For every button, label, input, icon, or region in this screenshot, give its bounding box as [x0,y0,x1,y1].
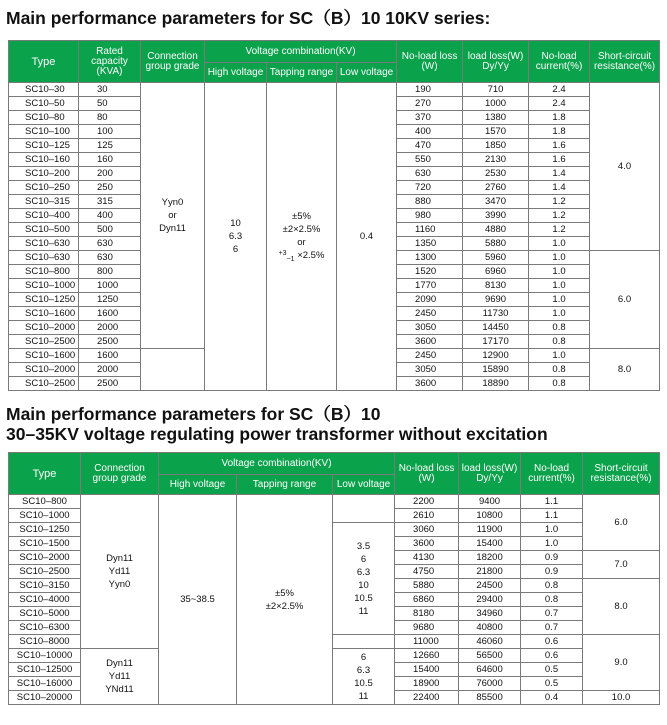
type-cell: SC10–1600 [9,349,79,363]
noload-current-cell: 1.0 [529,251,590,265]
high-voltage-cell [205,83,267,391]
connection-group-line: Dyn11 [106,553,133,564]
t2-col-short-circuit: Short-circuit resistance(%) [583,453,660,495]
load-loss-cell: 18890 [463,377,529,391]
type-cell: SC10–1000 [9,279,79,293]
t2-col-connection-group: Connection group grade [81,453,159,495]
table2-title-line2: 30–35KV voltage regulating power transformer without excitation [6,424,548,444]
load-loss-cell: 76000 [459,677,521,691]
type-cell: SC10–5000 [9,607,81,621]
type-cell: SC10–630 [9,251,79,265]
type-cell: SC10–12500 [9,663,81,677]
load-loss-cell: 21800 [459,565,521,579]
noload-loss-cell: 11000 [395,635,459,649]
low-voltage-line: 6.3 [356,664,371,676]
type-cell: SC10–80 [9,111,79,125]
connection-group-line: Yd11 [108,566,131,577]
noload-current-cell: 0.8 [529,363,590,377]
type-cell: SC10–2500 [9,565,81,579]
noload-loss-cell: 2450 [397,349,463,363]
low-voltage-cell: 0.4 [337,83,397,391]
connection-group-cell [141,83,205,349]
noload-current-cell: 0.9 [521,565,583,579]
short-circuit-cell: 4.0 [590,83,660,251]
noload-loss-cell: 370 [397,111,463,125]
load-loss-cell: 34960 [459,607,521,621]
noload-current-cell: 2.4 [529,97,590,111]
connection-group-line: Dyn11 [106,658,133,669]
type-cell: SC10–1250 [9,523,81,537]
noload-current-cell: 1.6 [529,153,590,167]
low-voltage-line: 10.5 [354,592,373,604]
t2-col-low-voltage: Low voltage [333,475,395,495]
connection-group-line: or [168,210,177,221]
noload-current-cell: 1.1 [521,495,583,509]
noload-current-cell: 1.0 [521,537,583,551]
connection-group-line: Yyn0 [161,197,184,208]
noload-current-cell: 1.1 [521,509,583,523]
noload-current-cell: 0.6 [521,635,583,649]
short-circuit-cell: 6.0 [590,251,660,349]
type-cell: SC10–800 [9,265,79,279]
load-loss-cell: 1570 [463,125,529,139]
noload-loss-cell: 1350 [397,237,463,251]
type-cell: SC10–30 [9,83,79,97]
col-type: Type [9,41,79,83]
type-cell: SC10–10000 [9,649,81,663]
load-loss-cell: 9690 [463,293,529,307]
noload-loss-cell: 15400 [395,663,459,677]
type-cell: SC10–400 [9,209,79,223]
t2-col-noload-current: No-load current(%) [521,453,583,495]
type-cell: SC10–1500 [9,537,81,551]
type-cell: SC10–2000 [9,363,79,377]
col-low-voltage: Low voltage [337,63,397,83]
noload-loss-cell: 3050 [397,321,463,335]
col-high-voltage: High voltage [205,63,267,83]
connection-group-cell-empty [141,349,205,391]
tap-last: ×2.5% [297,250,325,261]
rated-capacity-cell: 80 [79,111,141,125]
tapping-range-line: or [297,237,306,248]
short-circuit-cell: 10.0 [583,691,660,705]
noload-loss-cell: 2090 [397,293,463,307]
rated-capacity-cell: 1000 [79,279,141,293]
type-cell: SC10–250 [9,181,79,195]
noload-current-cell: 0.8 [529,377,590,391]
noload-loss-cell: 1160 [397,223,463,237]
load-loss-cell: 12900 [463,349,529,363]
low-voltage-cell [333,649,395,705]
noload-current-cell: 0.7 [521,621,583,635]
noload-loss-cell: 1770 [397,279,463,293]
noload-loss-cell: 2450 [397,307,463,321]
load-loss-cell: 17170 [463,335,529,349]
noload-loss-cell: 5880 [395,579,459,593]
noload-current-cell: 1.2 [529,195,590,209]
rated-capacity-cell: 200 [79,167,141,181]
noload-loss-cell: 270 [397,97,463,111]
type-cell: SC10–6300 [9,621,81,635]
connection-group-line: Yd11 [108,671,131,682]
noload-current-cell: 1.0 [529,307,590,321]
short-circuit-cell: 9.0 [583,635,660,691]
type-cell: SC10–125 [9,139,79,153]
low-voltage-line: 11 [358,605,369,617]
rated-capacity-cell: 1600 [79,349,141,363]
rated-capacity-cell: 630 [79,237,141,251]
load-loss-cell: 85500 [459,691,521,705]
high-voltage-cell: 35~38.5 [159,495,237,705]
col-noload-current: No-load current(%) [529,41,590,83]
noload-current-cell: 0.7 [521,607,583,621]
noload-current-cell: 1.8 [529,125,590,139]
tapping-range-line: ±2×2.5% [282,224,321,235]
noload-loss-cell: 22400 [395,691,459,705]
noload-current-cell: 0.5 [521,677,583,691]
type-cell: SC10–500 [9,223,79,237]
load-loss-cell: 10800 [459,509,521,523]
noload-loss-cell: 4130 [395,551,459,565]
type-cell: SC10–2500 [9,335,79,349]
table-row [9,495,660,509]
col-short-circuit: Short-circuit resistance(%) [590,41,660,83]
connection-group-line: YNd11 [105,684,134,695]
col-load-loss: load loss(W) Dy/Yy [463,41,529,83]
t2-col-tapping-range: Tapping range [237,475,333,495]
type-cell: SC10–16000 [9,677,81,691]
rated-capacity-cell: 160 [79,153,141,167]
noload-loss-cell: 190 [397,83,463,97]
tap-sub: −1 [286,256,295,263]
table-row [9,649,660,663]
noload-loss-cell: 9680 [395,621,459,635]
short-circuit-cell: 6.0 [583,495,660,551]
noload-current-cell: 0.8 [529,321,590,335]
tapping-range-cell [237,495,333,705]
noload-current-cell: 1.2 [529,223,590,237]
noload-current-cell: 0.8 [529,335,590,349]
noload-loss-cell: 18900 [395,677,459,691]
t2-col-type: Type [9,453,81,495]
noload-loss-cell: 1300 [397,251,463,265]
col-connection-group: Connection group grade [141,41,205,83]
short-circuit-cell: 8.0 [583,579,660,635]
rated-capacity-cell: 1250 [79,293,141,307]
rated-capacity-cell: 630 [79,251,141,265]
noload-loss-cell: 400 [397,125,463,139]
noload-current-cell: 1.8 [529,111,590,125]
col-voltage-combination: Voltage combination(KV) [205,41,397,63]
noload-loss-cell: 3600 [397,335,463,349]
low-voltage-line: 10.5 [354,677,373,689]
load-loss-cell: 3990 [463,209,529,223]
noload-loss-cell: 3050 [397,363,463,377]
tapping-range-line: ±2×2.5% [265,600,304,612]
load-loss-cell: 14450 [463,321,529,335]
noload-current-cell: 1.2 [529,209,590,223]
tap-sup: +3 [278,250,287,257]
load-loss-cell: 710 [463,83,529,97]
noload-current-cell: 0.8 [521,579,583,593]
short-circuit-cell: 7.0 [583,551,660,579]
load-loss-cell: 1380 [463,111,529,125]
noload-current-cell: 0.9 [521,551,583,565]
connection-group-cell [81,495,159,649]
col-noload-loss: No-load loss (W) [397,41,463,83]
noload-current-cell: 0.6 [521,649,583,663]
noload-loss-cell: 550 [397,153,463,167]
connection-group-line: Dyn11 [159,223,186,234]
table1-title: Main performance parameters for SC（B）10 10KV series: [6,8,491,28]
load-loss-cell: 4880 [463,223,529,237]
noload-current-cell: 1.0 [529,349,590,363]
type-cell: SC10–315 [9,195,79,209]
connection-group-line: Yyn0 [108,579,131,590]
rated-capacity-cell: 250 [79,181,141,195]
noload-loss-cell: 3060 [395,523,459,537]
noload-loss-cell: 980 [397,209,463,223]
load-loss-cell: 5960 [463,251,529,265]
table2 [8,452,660,705]
load-loss-cell: 11730 [463,307,529,321]
type-cell: SC10–3150 [9,579,81,593]
type-cell: SC10–2500 [9,377,79,391]
noload-current-cell: 1.0 [529,265,590,279]
load-loss-cell: 2530 [463,167,529,181]
table-row [9,83,660,97]
load-loss-cell: 29400 [459,593,521,607]
load-loss-cell: 15890 [463,363,529,377]
low-voltage-cell [333,523,395,635]
type-cell: SC10–20000 [9,691,81,705]
rated-capacity-cell: 2000 [79,363,141,377]
t2-col-voltage-combination: Voltage combination(KV) [159,453,395,475]
noload-loss-cell: 1520 [397,265,463,279]
high-voltage-line: 10 [230,218,241,229]
load-loss-cell: 1000 [463,97,529,111]
load-loss-cell: 2760 [463,181,529,195]
noload-loss-cell: 2200 [395,495,459,509]
low-voltage-line: 3.5 [356,540,371,552]
noload-loss-cell: 720 [397,181,463,195]
noload-current-cell: 2.4 [529,83,590,97]
load-loss-cell: 9400 [459,495,521,509]
t2-col-load-loss: load loss(W) Dy/Yy [459,453,521,495]
rated-capacity-cell: 100 [79,125,141,139]
noload-current-cell: 1.6 [529,139,590,153]
rated-capacity-cell: 125 [79,139,141,153]
rated-capacity-cell: 1600 [79,307,141,321]
high-voltage-line: 6 [232,244,239,255]
noload-loss-cell: 3600 [395,537,459,551]
noload-loss-cell: 630 [397,167,463,181]
load-loss-cell: 64600 [459,663,521,677]
col-tapping-range: Tapping range [267,63,337,83]
low-voltage-cell-empty [333,495,395,523]
load-loss-cell: 3470 [463,195,529,209]
type-cell: SC10–2000 [9,551,81,565]
noload-loss-cell: 4750 [395,565,459,579]
low-voltage-line: 6.3 [356,566,371,578]
type-cell: SC10–630 [9,237,79,251]
table1 [8,40,660,391]
load-loss-cell: 56500 [459,649,521,663]
low-voltage-line: 6 [360,651,367,663]
noload-current-cell: 0.5 [521,663,583,677]
tapping-range-line: ±5% [275,587,294,599]
connection-group-cell [81,649,159,705]
noload-current-cell: 0.8 [521,593,583,607]
noload-loss-cell: 880 [397,195,463,209]
low-voltage-line: 10 [358,579,369,591]
load-loss-cell: 5880 [463,237,529,251]
load-loss-cell: 24500 [459,579,521,593]
type-cell: SC10–8000 [9,635,81,649]
load-loss-cell: 40800 [459,621,521,635]
short-circuit-cell: 8.0 [590,349,660,391]
noload-loss-cell: 8180 [395,607,459,621]
rated-capacity-cell: 2000 [79,321,141,335]
load-loss-cell: 2130 [463,153,529,167]
type-cell: SC10–160 [9,153,79,167]
tapping-range-line [267,249,336,263]
low-voltage-line: 6 [360,553,367,565]
t2-col-noload-loss: No-load loss (W) [395,453,459,495]
type-cell: SC10–2000 [9,321,79,335]
type-cell: SC10–800 [9,495,81,509]
noload-loss-cell: 470 [397,139,463,153]
load-loss-cell: 1850 [463,139,529,153]
noload-current-cell: 1.0 [529,279,590,293]
t2-col-high-voltage: High voltage [159,475,237,495]
load-loss-cell: 11900 [459,523,521,537]
load-loss-cell: 46060 [459,635,521,649]
noload-current-cell: 1.0 [529,237,590,251]
noload-loss-cell: 6860 [395,593,459,607]
rated-capacity-cell: 30 [79,83,141,97]
rated-capacity-cell: 400 [79,209,141,223]
table2-title-line1: Main performance parameters for SC（B）10 [6,404,381,424]
type-cell: SC10–200 [9,167,79,181]
noload-current-cell: 1.4 [529,181,590,195]
rated-capacity-cell: 50 [79,97,141,111]
type-cell: SC10–1250 [9,293,79,307]
rated-capacity-cell: 500 [79,223,141,237]
low-voltage-line: 11 [358,690,369,702]
load-loss-cell: 15400 [459,537,521,551]
type-cell: SC10–1000 [9,509,81,523]
noload-loss-cell: 2610 [395,509,459,523]
noload-loss-cell: 12660 [395,649,459,663]
rated-capacity-cell: 800 [79,265,141,279]
rated-capacity-cell: 315 [79,195,141,209]
type-cell: SC10–1600 [9,307,79,321]
type-cell: SC10–100 [9,125,79,139]
rated-capacity-cell: 2500 [79,377,141,391]
tapping-range-line: ±5% [292,211,311,222]
load-loss-cell: 18200 [459,551,521,565]
rated-capacity-cell: 2500 [79,335,141,349]
noload-loss-cell: 3600 [397,377,463,391]
high-voltage-line: 6.3 [228,231,243,242]
type-cell: SC10–50 [9,97,79,111]
noload-current-cell: 1.0 [521,523,583,537]
noload-current-cell: 1.4 [529,167,590,181]
col-rated-capacity: Rated capacity (KVA) [79,41,141,83]
low-voltage-cell-empty [333,635,395,649]
type-cell: SC10–4000 [9,593,81,607]
tapping-range-cell [267,83,337,391]
noload-current-cell: 1.0 [529,293,590,307]
noload-current-cell: 0.4 [521,691,583,705]
load-loss-cell: 6960 [463,265,529,279]
load-loss-cell: 8130 [463,279,529,293]
